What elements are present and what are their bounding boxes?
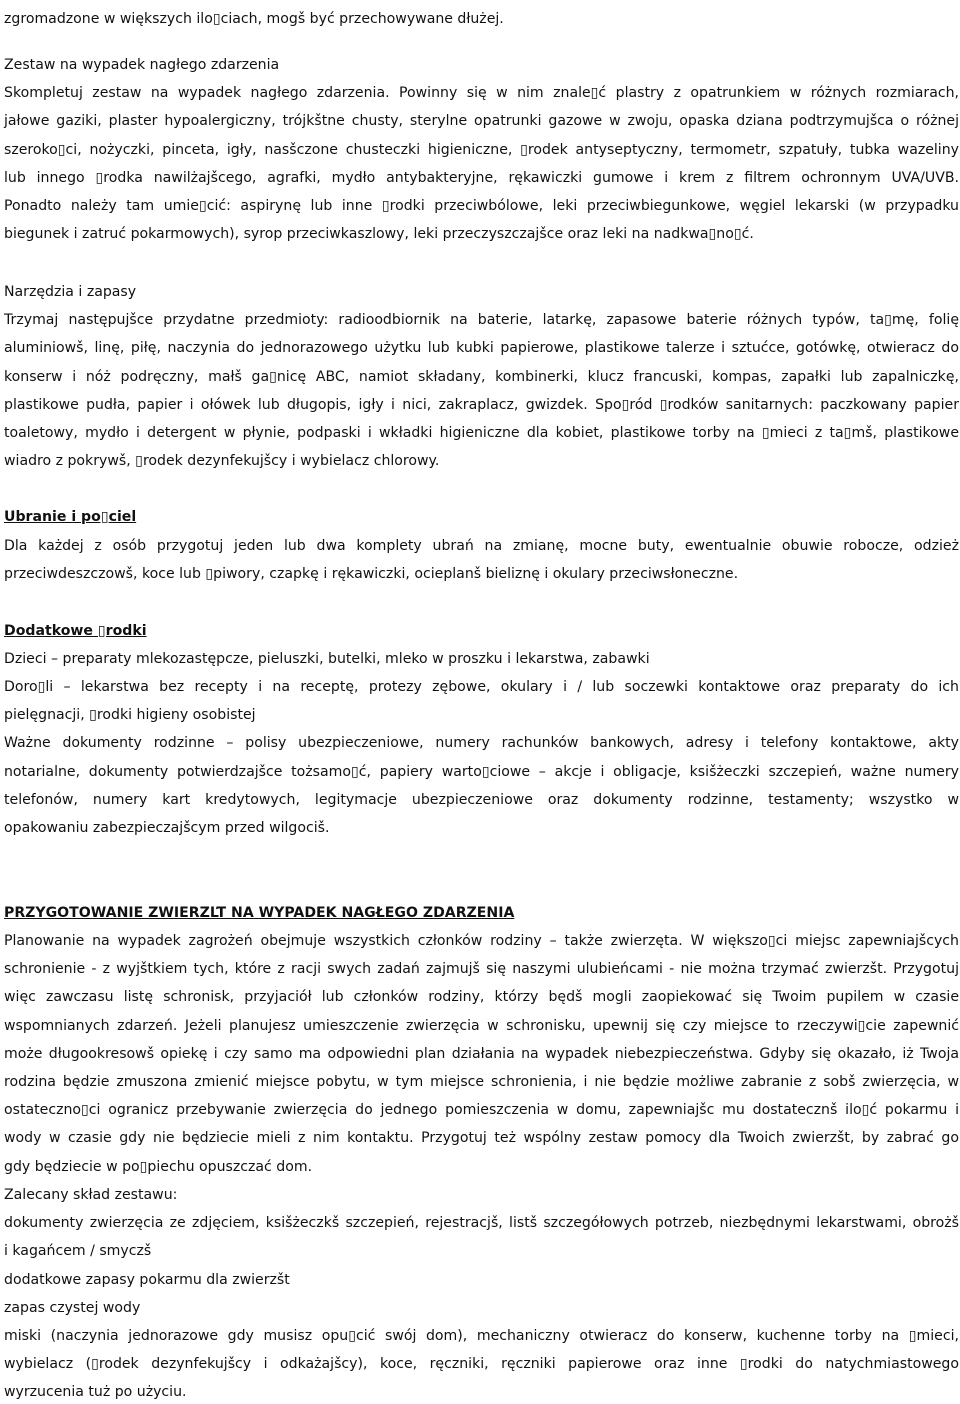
emergency-kit-heading: Zestaw na wypadek nagłego zdarzenia <box>4 57 280 73</box>
paragraph-line: dokumenty zwierzęcia ze zdjęciem, ksišżeczkš szczepień, rejestracjš, listš szczegółowych potrzeb, niezbędnymi lekarstwami, obrożš <box>4 1215 959 1231</box>
paragraph-line: rodzina będzie zmuszona zmienić miejsce pobytu, w tym miejsce schronienia, i nie będzie możliwe zabranie z sobš zwierzęcia, w <box>4 1074 959 1090</box>
paragraph-line: wody w czasie gdy nie będziecie mieli z nim kontaktu. Przygotuj też wspólny zestaw pomocy dla Twoich zwierzšt, by zabrać go <box>4 1130 959 1146</box>
paragraph-line: plastikowe pudła, papier i ołówek lub długopis, igły i nici, zakraplacz, gwizdek. Spo▯ród ▯rodków sanitarnych: paczkowany papier <box>4 397 959 413</box>
paragraph-line: przeciwdeszczowš, koce lub ▯piwory, czapkę i rękawiczki, ocieplanš bieliznę i okulary przeciwsłoneczne. <box>4 566 739 582</box>
paragraph-line: Dla każdej z osób przygotuj jeden lub dwa komplety ubrań na zmianę, mocne buty, ewentualnie obuwie robocze, odzież <box>4 538 959 554</box>
paragraph-line: i kagańcem / smyczš <box>4 1243 152 1259</box>
intro-tail-text: zgromadzone w większych ilo▯ciach, mogš być przechowywane dłużej. <box>4 11 504 27</box>
kit-subheading: Zalecany skład zestawu: <box>4 1187 178 1203</box>
paragraph-line: gdy będziecie w po▯piechu opuszczać dom. <box>4 1159 313 1175</box>
paragraph-line: pielęgnacji, ▯rodki higieny osobistej <box>4 707 256 723</box>
paragraph-line: opakowaniu zabezpieczajšcym przed wilgociš. <box>4 820 330 836</box>
paragraph-line: wyrzucenia tuż po użyciu. <box>4 1384 187 1400</box>
tools-heading: Narzędzia i zapasy <box>4 284 137 300</box>
paragraph-line: Skompletuj zestaw na wypadek nagłego zdarzenia. Powinny się w nim znale▯ć plastry z opatrunkiem w różnych rozmiarach, <box>4 85 959 101</box>
paragraph-line: wybielacz (▯rodek dezynfekujšcy i odkażajšcy), koce, ręczniki, ręczniki papierowe oraz inne ▯rodki do natychmiastowego <box>4 1356 959 1372</box>
paragraph-line: jałowe gaziki, plaster hypoalergiczny, trójkštne chusty, sterylne opatrunki gazowe w zwoju, opaska dziana podtrzymujšca o różnej <box>4 113 959 129</box>
paragraph-line: Doro▯li – lekarstwa bez recepty i na receptę, protezy zębowe, okulary i / lub soczewki kontaktowe oraz preparaty do ich <box>4 679 959 695</box>
paragraph-line: miski (naczynia jednorazowe gdy musisz opu▯cić swój dom), mechaniczny otwieracz do konserw, kuchenne torby na ▯mieci, <box>4 1328 959 1344</box>
paragraph-line: może długookresowš opiekę i czy samo ma odpowiedni plan działania na wypadek niebezpieczeństwa. Gdyby się okazało, iż Twoja <box>4 1046 959 1062</box>
paragraph-line: biegunek i zatruć pokarmowych), syrop przeciwkaszlowy, leki przeczyszczajšce oraz leki na nadkwa▯no▯ć. <box>4 226 754 242</box>
animals-heading: PRZYGOTOWANIE ZWIERZĽT NA WYPADEK NAGŁEGO ZDARZENIA <box>4 905 515 921</box>
clothing-heading: Ubranie i po▯ciel <box>4 509 137 525</box>
paragraph-line: konserw i nóż podręczny, małš ga▯nicę ABC, namiot składany, kombinerki, klucz francuski, kompas, zapałki lub zapalniczkę, <box>4 369 959 385</box>
paragraph-line: schronienie - z wyjštkiem tych, które z racji swych zadań zajmujš się naszymi ulubieńcami - nie można trzymać zwierzšt. Przygotuj <box>4 961 959 977</box>
paragraph-line: dodatkowe zapasy pokarmu dla zwierzšt <box>4 1272 290 1288</box>
paragraph-line: aluminiowš, linę, piłę, naczynia do jednorazowego użytku lub kubki papierowe, plastikowe talerze i sztućce, gotówkę, otwieracz do <box>4 340 959 356</box>
paragraph-line: szeroko▯ci, nożyczki, pinceta, igły, nasšczone chusteczki higieniczne, ▯rodek antyseptyczny, termometr, szpatuły, tubka wazeliny <box>4 142 959 158</box>
paragraph-line: Trzymaj następujšce przydatne przedmioty: radioodbiornik na baterie, latarkę, zapasowe baterie różnych typów, ta▯mę, folię <box>4 312 959 328</box>
paragraph-line: wspomnianych zdarzeń. Jeżeli planujesz umieszczenie zwierzęcia w schronisku, upewnij się czy miejsce to rzeczywi▯cie zapewnić <box>4 1018 959 1034</box>
paragraph-line: więc zawczasu listę schronisk, przyjaciół lub członków rodziny, którzy będš mogli zaopiekować się Twoim pupilem w czasie <box>4 989 959 1005</box>
paragraph-line: Ważne dokumenty rodzinne – polisy ubezpieczeniowe, numery rachunków bankowych, adresy i telefony kontaktowe, akty <box>4 735 959 751</box>
paragraph-line: ostateczno▯ci ogranicz przebywanie zwierzęcia do jednego pomieszczenia w domu, zapewniajšc mu dostatecznš ilo▯ć pokarmu i <box>4 1102 959 1118</box>
extras-heading: Dodatkowe ▯rodki <box>4 623 147 639</box>
paragraph-line: zapas czystej wody <box>4 1300 141 1316</box>
paragraph-line: Planowanie na wypadek zagrożeń obejmuje wszystkich członków rodziny – także zwierzęta. W większo▯ci miejsc zapewniajšcych <box>4 933 959 949</box>
paragraph-line: lub innego ▯rodka nawilżajšcego, agrafki, mydło antybakteryjne, rękawiczki gumowe i krem z filtrem ochronnym UVA/UVB. <box>4 170 959 186</box>
paragraph-line: telefonów, numery kart kredytowych, legitymacje ubezpieczeniowe oraz dokumenty rodzinne, testamenty; wszystko w <box>4 792 959 808</box>
paragraph-line: Dzieci – preparaty mlekozastępcze, pieluszki, butelki, mleko w proszku i lekarstwa, zabawki <box>4 651 650 667</box>
paragraph-line: wiadro z pokrywš, ▯rodek dezynfekujšcy i wybielacz chlorowy. <box>4 453 440 469</box>
paragraph-line: toaletowy, mydło i detergent w płynie, podpaski i wkładki higieniczne dla kobiet, plastikowe torby na ▯mieci z ta▯mš, plastikowe <box>4 425 959 441</box>
paragraph-line: Ponadto należy tam umie▯cić: aspirynę lub inne ▯rodki przeciwbólowe, leki przeciwbiegunkowe, węgiel lekarski (w przypadku <box>4 198 959 214</box>
paragraph-line: notarialne, dokumenty potwierdzajšce tożsamo▯ć, papiery warto▯ciowe – akcje i obligacje, ksišżeczki szczepień, ważne numery <box>4 764 959 780</box>
